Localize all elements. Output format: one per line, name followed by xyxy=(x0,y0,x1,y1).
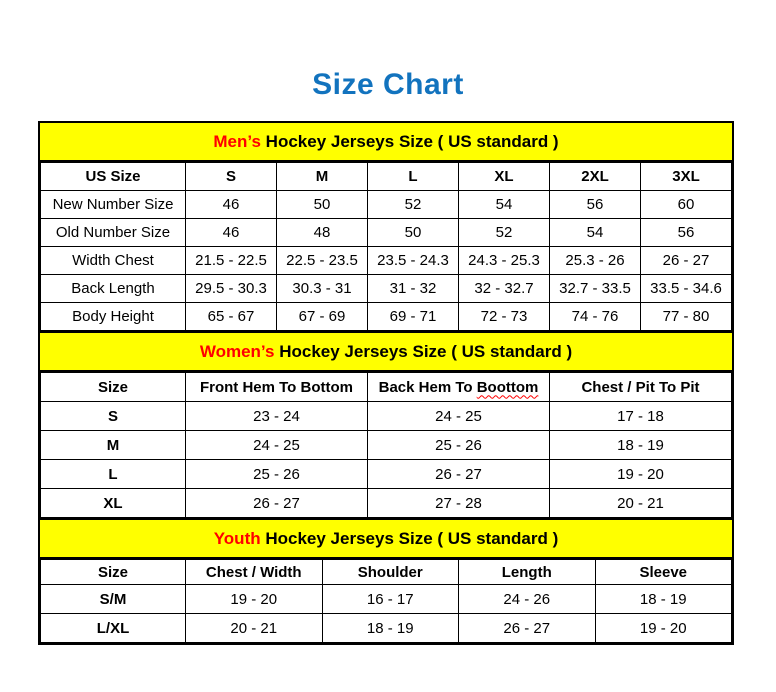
table-cell: 24.3 - 25.3 xyxy=(459,247,550,275)
table-cell: 32.7 - 33.5 xyxy=(550,275,641,303)
column-header-text: Back Hem To xyxy=(378,378,473,396)
table-cell: 23 - 24 xyxy=(186,402,368,431)
table-cell: 27 - 28 xyxy=(368,489,550,518)
column-header: M xyxy=(277,163,368,191)
table-cell: 16 - 17 xyxy=(322,585,459,614)
table-cell: 30.3 - 31 xyxy=(277,275,368,303)
table-cell: 25 - 26 xyxy=(368,431,550,460)
table-cell: 20 - 21 xyxy=(550,489,732,518)
table-row xyxy=(41,191,732,219)
column-header: Size xyxy=(41,560,186,585)
table-cell: 52 xyxy=(368,191,459,219)
table-cell: 56 xyxy=(641,219,732,247)
table-cell: 26 - 27 xyxy=(641,247,732,275)
column-header xyxy=(368,373,550,402)
table-row xyxy=(41,303,732,331)
table-cell: 33.5 - 34.6 xyxy=(641,275,732,303)
table-cell: 31 - 32 xyxy=(368,275,459,303)
table-cell: 20 - 21 xyxy=(186,614,323,643)
table-cell: 69 - 71 xyxy=(368,303,459,331)
section-heading-youth-rest: Hockey Jerseys Size ( US standard ) xyxy=(265,529,559,548)
row-label: L/XL xyxy=(41,614,186,643)
table-cell: 24 - 25 xyxy=(186,431,368,460)
womens-header-row xyxy=(41,373,732,402)
column-header: Shoulder xyxy=(322,560,459,585)
row-label: XL xyxy=(41,489,186,518)
misspelled-word: Boottom xyxy=(476,378,539,396)
table-cell: 65 - 67 xyxy=(186,303,277,331)
section-heading-mens xyxy=(40,123,732,162)
column-header: Chest / Pit To Pit xyxy=(550,373,732,402)
table-cell: 26 - 27 xyxy=(368,460,550,489)
table-row xyxy=(41,614,732,643)
column-header: US Size xyxy=(41,163,186,191)
womens-size-table xyxy=(40,372,732,518)
section-heading-youth xyxy=(40,518,732,559)
section-heading-womens-highlight: Women’s xyxy=(199,342,275,361)
column-header: Length xyxy=(459,560,596,585)
table-row xyxy=(41,460,732,489)
table-row xyxy=(41,247,732,275)
section-heading-womens-rest: Hockey Jerseys Size ( US standard ) xyxy=(279,342,573,361)
table-row xyxy=(41,275,732,303)
table-cell: 18 - 19 xyxy=(322,614,459,643)
table-cell: 19 - 20 xyxy=(595,614,732,643)
section-heading-youth-highlight: Youth xyxy=(213,529,261,548)
row-label: M xyxy=(41,431,186,460)
table-cell: 26 - 27 xyxy=(459,614,596,643)
table-cell: 24 - 26 xyxy=(459,585,596,614)
column-header: Front Hem To Bottom xyxy=(186,373,368,402)
table-cell: 46 xyxy=(186,219,277,247)
table-cell: 50 xyxy=(368,219,459,247)
table-cell: 48 xyxy=(277,219,368,247)
column-header: S xyxy=(186,163,277,191)
column-header: 2XL xyxy=(550,163,641,191)
mens-size-table xyxy=(40,162,732,331)
table-cell: 18 - 19 xyxy=(550,431,732,460)
table-row xyxy=(41,585,732,614)
column-header: Size xyxy=(41,373,186,402)
table-cell: 46 xyxy=(186,191,277,219)
youth-size-table xyxy=(40,559,732,643)
page-title: Size Chart xyxy=(312,68,464,101)
column-header: XL xyxy=(459,163,550,191)
table-cell: 50 xyxy=(277,191,368,219)
youth-header-row xyxy=(41,560,732,585)
column-header: Sleeve xyxy=(595,560,732,585)
section-heading-womens xyxy=(40,331,732,372)
table-row xyxy=(41,402,732,431)
row-label: Width Chest xyxy=(41,247,186,275)
table-cell: 22.5 - 23.5 xyxy=(277,247,368,275)
table-cell: 56 xyxy=(550,191,641,219)
table-cell: 32 - 32.7 xyxy=(459,275,550,303)
table-cell: 74 - 76 xyxy=(550,303,641,331)
column-header: L xyxy=(368,163,459,191)
row-label: Body Height xyxy=(41,303,186,331)
row-label: L xyxy=(41,460,186,489)
table-cell: 23.5 - 24.3 xyxy=(368,247,459,275)
table-cell: 54 xyxy=(459,191,550,219)
table-cell: 52 xyxy=(459,219,550,247)
table-row xyxy=(41,219,732,247)
table-cell: 18 - 19 xyxy=(595,585,732,614)
mens-header-row xyxy=(41,163,732,191)
column-header: Chest / Width xyxy=(186,560,323,585)
table-cell: 21.5 - 22.5 xyxy=(186,247,277,275)
size-chart-container xyxy=(38,121,734,645)
table-cell: 17 - 18 xyxy=(550,402,732,431)
row-label: Old Number Size xyxy=(41,219,186,247)
table-row xyxy=(41,431,732,460)
row-label: S/M xyxy=(41,585,186,614)
table-cell: 77 - 80 xyxy=(641,303,732,331)
table-cell: 29.5 - 30.3 xyxy=(186,275,277,303)
table-cell: 25.3 - 26 xyxy=(550,247,641,275)
column-header: 3XL xyxy=(641,163,732,191)
table-cell: 19 - 20 xyxy=(186,585,323,614)
table-cell: 60 xyxy=(641,191,732,219)
section-heading-mens-highlight: Men’s xyxy=(213,132,261,151)
row-label: Back Length xyxy=(41,275,186,303)
row-label: S xyxy=(41,402,186,431)
table-cell: 19 - 20 xyxy=(550,460,732,489)
section-heading-mens-rest: Hockey Jerseys Size ( US standard ) xyxy=(265,132,559,151)
table-row xyxy=(41,489,732,518)
table-cell: 26 - 27 xyxy=(186,489,368,518)
table-cell: 72 - 73 xyxy=(459,303,550,331)
table-cell: 24 - 25 xyxy=(368,402,550,431)
row-label: New Number Size xyxy=(41,191,186,219)
table-cell: 25 - 26 xyxy=(186,460,368,489)
table-cell: 67 - 69 xyxy=(277,303,368,331)
table-cell: 54 xyxy=(550,219,641,247)
